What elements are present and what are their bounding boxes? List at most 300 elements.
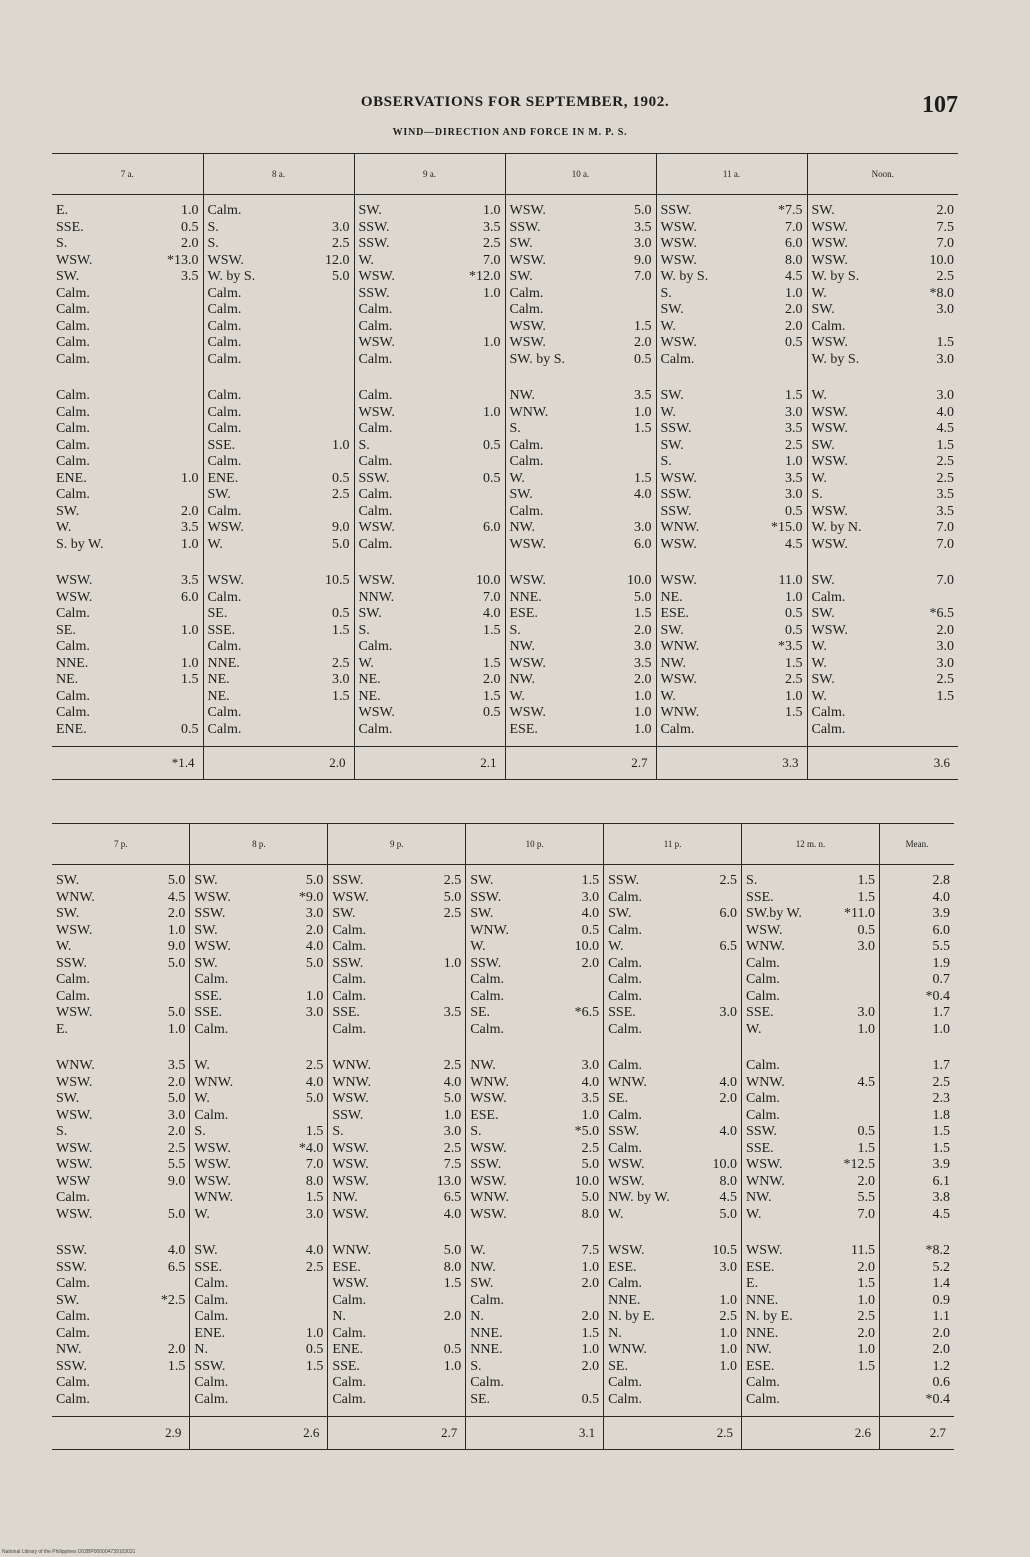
observation-row <box>56 1141 185 1158</box>
wind-direction: SSW. <box>56 1243 88 1258</box>
observation-row <box>812 573 955 590</box>
wind-force: 0.5 <box>857 1124 875 1139</box>
wind-direction: NW. <box>746 1190 772 1205</box>
observation-row <box>359 236 501 253</box>
observation-row <box>608 890 737 907</box>
wind-direction: S. <box>194 1124 206 1139</box>
observation-row <box>510 520 652 537</box>
wind-force: 7.0 <box>483 589 501 605</box>
observation-row <box>208 590 350 607</box>
observation-row <box>56 573 199 590</box>
observation-row <box>56 1190 185 1207</box>
wind-direction: Calm. <box>608 1107 642 1123</box>
wind-direction: WNW. <box>56 1058 95 1073</box>
wind-direction: NE. <box>358 672 381 687</box>
observation-row <box>470 1174 599 1191</box>
observation-row <box>470 989 599 1006</box>
wind-force: 5.0 <box>167 1206 186 1222</box>
wind-direction: S. <box>56 236 68 251</box>
observation-row <box>56 302 199 319</box>
observation-row <box>56 1124 185 1141</box>
wind-direction: WNW. <box>660 520 700 535</box>
wind-force: 2.0 <box>936 622 954 638</box>
observation-row <box>359 269 501 286</box>
observation-group <box>208 203 350 368</box>
observation-row <box>194 989 323 1006</box>
observation-group <box>194 873 323 1038</box>
observation-row <box>359 302 501 319</box>
wind-force: 1.5 <box>857 889 875 905</box>
observation-row <box>661 203 803 220</box>
observation-row <box>208 504 350 521</box>
wind-force: 3.5 <box>785 470 803 486</box>
wind-direction: W. by S. <box>660 269 709 284</box>
wind-direction: Calm. <box>56 388 90 403</box>
wind-force: 1.0 <box>785 454 803 469</box>
observation-group <box>194 1058 323 1223</box>
wind-force: 4.0 <box>167 1243 186 1258</box>
wind-force: 1.5 <box>305 1124 324 1139</box>
observation-row <box>208 352 350 369</box>
observation-row <box>56 1375 185 1392</box>
observation-row <box>746 1260 875 1277</box>
wind-force: 1.0 <box>181 655 199 671</box>
wind-direction: SW. <box>332 906 356 921</box>
wind-direction: W. <box>358 252 374 268</box>
wind-direction: W. <box>811 388 827 403</box>
daily-mean-value: 1.5 <box>932 1140 950 1156</box>
observation-row <box>359 689 501 706</box>
observation-row <box>608 1091 737 1108</box>
observation-row <box>56 1260 185 1277</box>
wind-direction: W. <box>358 655 374 671</box>
observation-row <box>194 956 323 973</box>
wind-force: 1.5 <box>483 688 501 704</box>
observation-row <box>332 1276 461 1293</box>
wind-direction: SSE. <box>332 1005 360 1020</box>
wind-force: 3.5 <box>634 655 652 671</box>
observation-row <box>332 1022 461 1039</box>
wind-direction: Calm. <box>56 1190 90 1205</box>
evening-observations-table <box>52 823 954 1450</box>
daily-mean-value: 1.8 <box>932 1107 950 1123</box>
wind-direction: SW. <box>509 269 533 284</box>
wind-force: 1.0 <box>332 437 350 453</box>
observation-row <box>332 1058 461 1075</box>
wind-force: 9.0 <box>167 1173 186 1189</box>
wind-direction: Calm. <box>509 437 544 453</box>
wind-force: 2.0 <box>785 318 803 334</box>
wind-force: *6.5 <box>574 1005 600 1020</box>
observation-row <box>56 672 199 689</box>
wind-direction: NNE. <box>207 655 240 671</box>
wind-force: 6.0 <box>181 589 199 605</box>
wind-direction: Calm. <box>56 972 90 987</box>
wind-force: *12.0 <box>469 269 501 284</box>
wind-force: 10.0 <box>574 1173 600 1189</box>
observation-row <box>746 1058 875 1075</box>
observation-column <box>190 865 328 1417</box>
observation-group <box>56 1058 185 1223</box>
column-mean: 2.0 <box>203 747 354 780</box>
observation-row <box>812 421 955 438</box>
observation-row <box>56 1359 185 1376</box>
observation-group <box>661 573 803 738</box>
observation-group <box>661 388 803 553</box>
observation-row <box>332 1375 461 1392</box>
observation-row <box>812 656 955 673</box>
wind-direction: S. <box>358 437 370 453</box>
wind-direction: WSW. <box>56 1005 93 1020</box>
wind-direction: SSW. <box>660 203 692 218</box>
wind-direction: W. <box>470 1243 486 1258</box>
wind-force: 7.0 <box>936 536 954 552</box>
observation-row <box>470 906 599 923</box>
observation-row <box>56 939 185 956</box>
wind-direction: WSW. <box>811 252 848 268</box>
observation-row <box>608 1058 737 1075</box>
wind-direction: SW. <box>194 873 218 888</box>
column-mean: 3.1 <box>466 1417 604 1450</box>
wind-direction: NW. <box>470 1259 496 1275</box>
wind-direction: W. by S. <box>811 269 860 284</box>
wind-direction: SSW. <box>332 955 364 971</box>
wind-force: 0.5 <box>483 705 501 720</box>
observation-row <box>56 1108 185 1125</box>
daily-mean-value: 2.3 <box>932 1091 950 1106</box>
wind-direction: WNW. <box>746 1074 785 1090</box>
wind-force: 0.5 <box>857 922 875 938</box>
wind-direction: WSW. <box>509 536 546 552</box>
wind-force: 2.5 <box>167 1140 186 1156</box>
observation-row <box>812 203 955 220</box>
wind-force: 3.0 <box>936 655 954 671</box>
observation-row <box>746 972 875 989</box>
observation-row <box>661 639 803 656</box>
observation-row <box>208 471 350 488</box>
wind-direction: S. <box>509 421 521 436</box>
wind-direction: SW. <box>811 437 835 453</box>
wind-force: 7.5 <box>443 1157 462 1172</box>
wind-direction: W. <box>660 318 676 334</box>
wind-force: 3.0 <box>332 219 350 235</box>
observation-row <box>470 890 599 907</box>
wind-force: 8.0 <box>785 252 803 268</box>
wind-force: 2.5 <box>332 487 350 502</box>
observation-row <box>208 421 350 438</box>
wind-direction: S. <box>470 1124 482 1139</box>
wind-direction: WSW. <box>358 404 395 420</box>
wind-force: 10.5 <box>325 573 350 588</box>
daily-mean-value: *8.2 <box>925 1243 950 1258</box>
column-mean: 2.6 <box>742 1417 880 1450</box>
wind-direction: WSW. <box>811 335 848 350</box>
wind-force: 1.0 <box>181 470 199 486</box>
observation-row <box>332 1243 461 1260</box>
observation-row <box>194 890 323 907</box>
observation-row <box>608 1207 737 1224</box>
observation-row <box>812 302 955 319</box>
wind-force: 8.0 <box>581 1206 600 1222</box>
observation-row <box>359 405 501 422</box>
observation-row <box>56 388 199 405</box>
wind-force: 3.5 <box>483 219 501 235</box>
wind-force: *15.0 <box>771 520 803 535</box>
column-header: 11 a. <box>656 154 807 195</box>
observation-row <box>359 573 501 590</box>
observation-row <box>510 269 652 286</box>
wind-direction: WSW. <box>358 520 395 535</box>
observation-row <box>608 989 737 1006</box>
wind-direction: WSW. <box>56 1140 93 1156</box>
observation-row <box>208 454 350 471</box>
observation-row <box>194 906 323 923</box>
wind-force: 2.0 <box>181 503 199 519</box>
wind-force: 5.0 <box>167 873 186 888</box>
observation-row <box>208 672 350 689</box>
observation-group <box>470 1243 599 1408</box>
wind-direction: SSW. <box>358 285 390 301</box>
wind-force: 2.0 <box>785 302 803 317</box>
observation-row <box>208 438 350 455</box>
wind-direction: WSW. <box>207 520 244 535</box>
observation-row <box>470 1326 599 1343</box>
observation-group <box>608 1243 737 1408</box>
observation-row <box>812 623 955 640</box>
wind-direction: Calm. <box>56 404 90 420</box>
observation-column <box>505 195 656 747</box>
wind-direction: Calm. <box>207 302 242 317</box>
observation-row <box>332 890 461 907</box>
wind-force: 3.0 <box>634 236 652 251</box>
wind-force: 2.0 <box>483 672 501 687</box>
observation-group <box>56 873 185 1038</box>
observation-row <box>746 1141 875 1158</box>
wind-direction: Calm. <box>608 1058 642 1073</box>
wind-direction: SW. <box>660 622 684 638</box>
wind-direction: Calm. <box>608 922 642 938</box>
wind-direction: Calm. <box>207 404 242 420</box>
wind-force: 2.5 <box>936 470 954 486</box>
wind-direction: SW. <box>194 955 218 971</box>
daily-mean-value: 2.8 <box>932 873 950 888</box>
wind-direction: Calm. <box>207 639 242 654</box>
wind-direction: WSW. <box>194 1173 231 1189</box>
wind-direction: SSW. <box>332 1107 364 1123</box>
observation-row <box>56 405 199 422</box>
wind-force: 2.5 <box>443 1140 462 1156</box>
wind-force: 5.0 <box>634 203 652 218</box>
observation-row <box>194 1157 323 1174</box>
wind-force: 2.5 <box>936 672 954 687</box>
observation-group <box>470 1058 599 1223</box>
observation-row <box>661 302 803 319</box>
observation-column <box>742 865 880 1417</box>
wind-force: 1.5 <box>305 1190 324 1205</box>
observation-row <box>56 906 185 923</box>
wind-force: 1.0 <box>305 1325 324 1341</box>
wind-force: 1.5 <box>634 318 652 334</box>
observation-row <box>661 471 803 488</box>
observation-row <box>746 1326 875 1343</box>
observation-row <box>359 623 501 640</box>
wind-direction: NNE. <box>470 1325 503 1341</box>
wind-force: 1.0 <box>483 335 501 350</box>
observation-row <box>208 220 350 237</box>
observation-row <box>661 405 803 422</box>
observation-row <box>661 487 803 504</box>
wind-direction: ENE. <box>56 721 87 737</box>
daily-mean-value: 1.7 <box>932 1058 950 1073</box>
observation-column <box>52 865 190 1417</box>
wind-force: 2.0 <box>167 1342 186 1357</box>
wind-force: 3.5 <box>581 1091 600 1106</box>
wind-force: 1.5 <box>305 1358 324 1374</box>
wind-force: 3.5 <box>634 219 652 235</box>
wind-direction: Calm. <box>207 705 242 720</box>
wind-direction: WNW. <box>470 1190 509 1205</box>
wind-force: 1.5 <box>181 672 199 687</box>
observation-row <box>332 1207 461 1224</box>
observation-row <box>661 438 803 455</box>
wind-direction: NW. <box>509 672 536 687</box>
wind-direction: SE. <box>608 1358 628 1374</box>
wind-force: 1.0 <box>719 1342 738 1357</box>
wind-force: 11.0 <box>778 573 803 588</box>
wind-force: 1.5 <box>581 1325 600 1341</box>
wind-force: 5.0 <box>167 1005 186 1020</box>
wind-direction: WSW. <box>194 939 231 954</box>
observation-row <box>812 253 955 270</box>
observation-row <box>608 1075 737 1092</box>
wind-direction: Calm. <box>207 335 242 350</box>
wind-direction: ENE. <box>56 470 87 486</box>
observation-row <box>470 1359 599 1376</box>
observation-row <box>608 873 737 890</box>
wind-direction: ESE. <box>332 1259 361 1275</box>
wind-direction: SSW. <box>332 873 364 888</box>
daily-mean-value: 3.9 <box>932 1157 950 1172</box>
column-mean: 2.7 <box>328 1417 466 1450</box>
wind-force: 3.0 <box>936 351 954 367</box>
wind-force: 0.5 <box>443 1342 462 1357</box>
wind-direction: Calm. <box>608 1375 642 1390</box>
observation-row <box>332 1124 461 1141</box>
wind-force: *2.5 <box>160 1292 186 1308</box>
wind-force: 2.5 <box>936 454 954 469</box>
column-header: 11 p. <box>604 824 742 865</box>
wind-force: 1.0 <box>857 1021 875 1037</box>
observation-row <box>56 1326 185 1343</box>
wind-force: 10.5 <box>712 1243 738 1258</box>
wind-direction: SSW. <box>509 219 541 235</box>
observation-row <box>510 253 652 270</box>
wind-force: 5.0 <box>443 1091 462 1106</box>
wind-force: 1.0 <box>581 1107 600 1123</box>
observation-row <box>208 520 350 537</box>
wind-direction: Calm. <box>56 988 90 1004</box>
wind-force: 1.5 <box>443 1276 462 1291</box>
observation-row <box>208 269 350 286</box>
observation-row <box>661 220 803 237</box>
wind-direction: Calm. <box>56 318 90 334</box>
wind-direction: Calm. <box>608 1276 642 1291</box>
observation-row <box>194 923 323 940</box>
observation-row <box>56 537 199 554</box>
wind-direction: SW. <box>608 906 632 921</box>
wind-direction: W. <box>509 470 525 486</box>
wind-force: 7.5 <box>936 219 954 235</box>
observation-row <box>470 1124 599 1141</box>
wind-direction: WSW. <box>194 889 231 905</box>
wind-direction: Calm. <box>207 203 242 218</box>
wind-direction: W. <box>811 655 827 671</box>
wind-force: 2.5 <box>857 1309 875 1324</box>
daily-mean-value: 4.0 <box>932 889 950 905</box>
wind-direction: Calm. <box>207 721 242 737</box>
wind-direction: WSW. <box>608 1157 645 1172</box>
wind-force: 3.0 <box>857 1005 875 1020</box>
observation-row <box>359 421 501 438</box>
wind-force: 5.0 <box>581 1157 600 1172</box>
observation-row <box>332 972 461 989</box>
wind-direction: SSW. <box>660 487 692 502</box>
wind-force: 1.0 <box>443 955 462 971</box>
wind-direction: WSW. <box>509 252 546 268</box>
observation-row <box>608 1124 737 1141</box>
wind-direction: WSW. <box>358 573 395 588</box>
wind-force: 2.5 <box>443 906 462 921</box>
observation-row <box>56 989 185 1006</box>
observation-row <box>470 1091 599 1108</box>
observation-row <box>608 1342 737 1359</box>
wind-direction: Calm. <box>660 351 695 367</box>
observation-row <box>56 1022 185 1039</box>
wind-direction: WSW. <box>332 1140 369 1156</box>
observation-row <box>470 1075 599 1092</box>
observation-row <box>470 1293 599 1310</box>
wind-force: 0.5 <box>483 470 501 486</box>
wind-direction: SW. <box>470 873 494 888</box>
observation-row <box>608 1375 737 1392</box>
wind-direction: WSW. <box>746 1243 783 1258</box>
wind-force: 1.5 <box>167 1358 186 1374</box>
wind-force: 3.0 <box>936 388 954 403</box>
wind-direction: Calm. <box>194 1309 229 1324</box>
daily-mean-value: 0.7 <box>932 972 950 987</box>
wind-force: 3.0 <box>443 1124 462 1139</box>
wind-direction: Calm. <box>811 721 846 737</box>
wind-force: 6.5 <box>167 1259 186 1275</box>
column-mean: 3.3 <box>656 747 807 780</box>
page-title: OBSERVATIONS FOR SEPTEMBER, 1902. <box>360 94 670 110</box>
observation-row <box>746 1157 875 1174</box>
observation-row <box>510 454 652 471</box>
observation-row <box>194 1022 323 1039</box>
wind-direction: NNE. <box>470 1342 503 1357</box>
wind-direction: SSE. <box>332 1358 360 1374</box>
wind-direction: Calm. <box>358 487 393 502</box>
wind-force: 0.5 <box>332 606 350 621</box>
observation-row <box>332 1326 461 1343</box>
wind-force: 4.5 <box>936 421 954 436</box>
observation-row <box>510 722 652 739</box>
wind-direction: Calm. <box>470 1292 505 1308</box>
observation-row <box>56 689 199 706</box>
wind-force: 2.5 <box>305 1058 324 1073</box>
wind-force: 3.5 <box>443 1005 462 1020</box>
wind-direction: WSW. <box>660 335 697 350</box>
